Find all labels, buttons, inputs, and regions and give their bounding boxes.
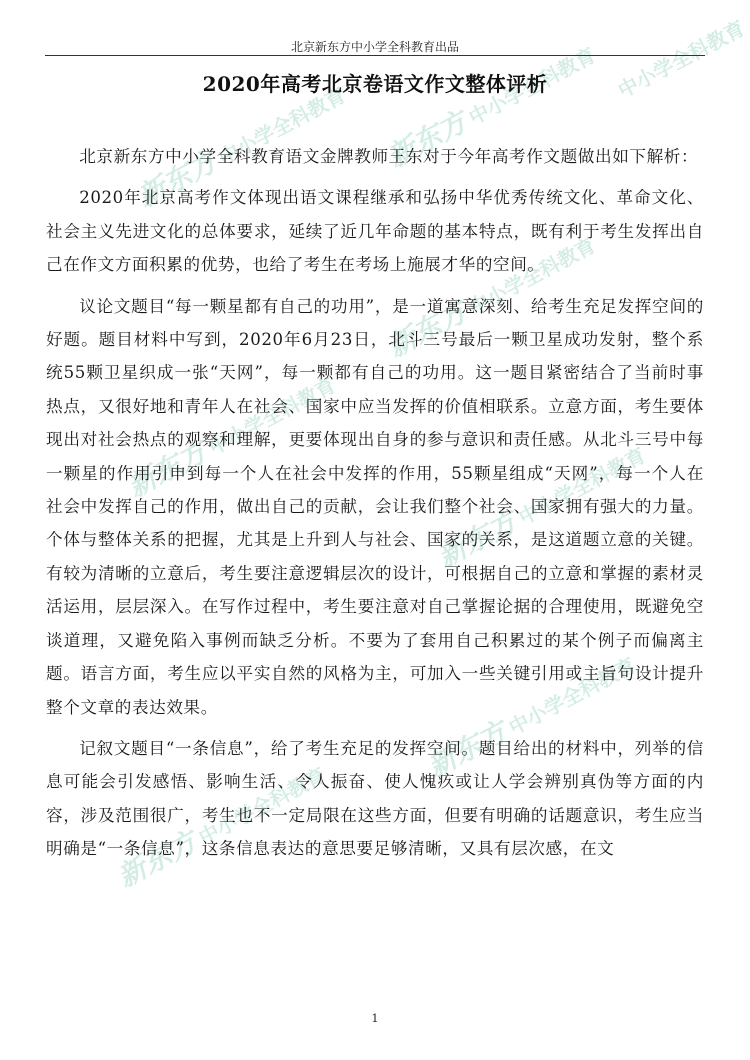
paragraph: 2020年北京高考作文体现出语文课程继承和弘扬中华优秀传统文化、革命文化、社会主义先进文化的总体要求，延续了近几年命题的基本特点，既有利于考生发挥出自己在作文方面积累的优势，也给了考生在考场上施展才华的空间。 — [46, 188, 704, 275]
watermark-logo: 中小学全科教育 — [613, 15, 749, 103]
page-header: 北京新东方中小学全科教育出品 — [290, 40, 459, 54]
watermark-logo: 新东方 中小学全科教育 — [422, 652, 640, 784]
watermark-logo: 新东方 中小学全科教育 — [382, 42, 600, 174]
paragraph: 记叙文题目“一条信息”，给了考生充足的发挥空间。题目给出的材料中，列举的信息可能会引发感悟、影响生活、令人振奋、使人愧疚或让人学会辨别真伪等方面的内容，涉及范围很广，考生也不一定局限在这些方面，但要有明确的话题意识，考生应当明确是“一条信息”，这条信息表达的意思要足够清晰，又具有层次感，在文 — [46, 738, 704, 859]
header-divider — [45, 55, 705, 56]
watermark-logo: 新东方 中小学全科教育 — [382, 232, 600, 364]
watermark-logo: 新东方 中小学全科教育 — [432, 442, 650, 574]
paragraph: 北京新东方中小学全科教育语文金牌教师王东对于今年高考作文题做出如下解析： — [79, 147, 699, 166]
watermark-logo: 新东方 中小学全科教育 — [132, 82, 350, 214]
paragraph: 议论文题目“每一颗星都有自己的功用”，是一道寓意深刻、给考生充足发挥空间的好题。题目材料中写到，2020年6月23日，北斗三号最后一颗卫星成功发射，整个系统55颗卫星织成一张“天网”，每一颗都有自己的功用。这一题目紧密结合了当前时事热点，又很好地和青年人在社会、国家中应当发挥的价值相联系。立意方面，考生要体现出对社会热点的观察和理解，更要体现出自身的参与意识和责任感。从北斗三号中每一颗星的作用引申到每一个人在社会中发挥的作用，55颗星组成“天网”，每一个人在社会中发挥自己的作用，做出自己的贡献，会让我们整个社会、国家拥有强大的力量。个体与整体关系的把握，尤其是上升到人与社会、国家的关系，是这道题立意的关键。有较为清晰的立意后，考生要注意逻辑层次的设计，可根据自己的立意和掌握的素材灵活运用，层层深入。在写作过程中，考生要注意对自己掌握论据的合理使用，既避免空谈道理，又避免陷入事例而缺乏分析。不要为了套用自己积累过的某个例子而偏离主题。语言方面，考生应以平实自然的风格为主，可加入一些关键引用或主旨句设计提升整个文章的表达效果。 — [46, 296, 704, 717]
document-title: 2020年高考北京卷语文作文整体评析 — [202, 72, 548, 96]
watermark-logo: 新东方 中小学全科教育 — [122, 372, 340, 504]
watermark-logo: 新东方 中小学全科教育 — [112, 762, 330, 894]
page-number: 1 — [371, 1012, 379, 1025]
document-body — [46, 140, 704, 874]
